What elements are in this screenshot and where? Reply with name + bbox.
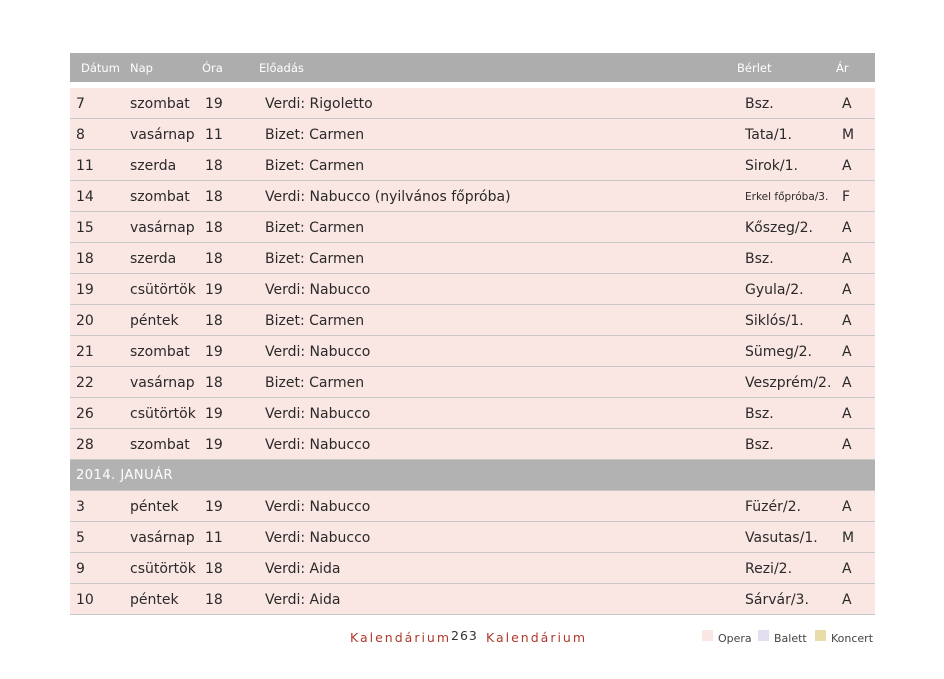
header-eloadas: Előadás — [259, 61, 304, 75]
table-row — [70, 522, 875, 553]
cell-nap: csütörtök — [130, 406, 196, 422]
header-datum: Dátum — [81, 61, 120, 75]
cell-eloadas: Bizet: Carmen — [265, 251, 365, 267]
cell-ar: A — [842, 592, 852, 608]
cell-nap: vasárnap — [130, 127, 195, 143]
section-title: 2014. JANUÁR — [76, 468, 174, 483]
header-nap: Nap — [130, 61, 153, 75]
cell-ora: 18 — [205, 189, 223, 205]
table-row — [70, 212, 875, 243]
table-row — [70, 243, 875, 274]
cell-datum: 7 — [76, 96, 85, 112]
legend-label-balett: Balett — [774, 632, 807, 645]
cell-berlet: Tata/1. — [745, 127, 792, 143]
cell-berlet: Bsz. — [745, 96, 774, 112]
cell-ar: A — [842, 499, 852, 515]
cell-eloadas: Bizet: Carmen — [265, 375, 365, 391]
cell-berlet: Sárvár/3. — [745, 592, 809, 608]
page-footer — [0, 628, 944, 648]
cell-datum: 18 — [76, 251, 94, 267]
cell-datum: 3 — [76, 499, 85, 515]
cell-nap: szombat — [130, 437, 190, 453]
cell-datum: 5 — [76, 530, 85, 546]
cell-ora: 19 — [205, 499, 223, 515]
cell-berlet: Gyula/2. — [745, 282, 804, 298]
cell-berlet: Bsz. — [745, 406, 774, 422]
cell-ora: 18 — [205, 561, 223, 577]
cell-eloadas: Bizet: Carmen — [265, 127, 365, 143]
cell-berlet: Bsz. — [745, 251, 774, 267]
table-row — [70, 367, 875, 398]
cell-berlet: Erkel főpróba/3. — [745, 191, 829, 203]
cell-berlet: Vasutas/1. — [745, 530, 818, 546]
cell-ar: A — [842, 375, 852, 391]
legend-swatch-opera — [702, 630, 713, 641]
cell-ar: F — [842, 189, 851, 205]
section-separator — [70, 460, 875, 491]
cell-nap: szombat — [130, 344, 190, 360]
table-row — [70, 491, 875, 522]
cell-eloadas: Bizet: Carmen — [265, 313, 365, 329]
header-berlet: Bérlet — [737, 61, 772, 75]
cell-eloadas: Verdi: Nabucco — [265, 499, 371, 515]
cell-datum: 9 — [76, 561, 85, 577]
cell-nap: péntek — [130, 592, 179, 608]
table-row — [70, 119, 875, 150]
cell-berlet: Veszprém/2. — [745, 375, 832, 391]
schedule-table — [70, 53, 875, 615]
legend-label-opera: Opera — [718, 632, 752, 645]
cell-eloadas: Verdi: Aida — [265, 561, 341, 577]
cell-nap: csütörtök — [130, 561, 196, 577]
cell-nap: csütörtök — [130, 282, 196, 298]
cell-ora: 19 — [205, 282, 223, 298]
cell-ar: A — [842, 406, 852, 422]
cell-berlet: Bsz. — [745, 437, 774, 453]
cell-berlet: Sümeg/2. — [745, 344, 812, 360]
cell-eloadas: Verdi: Nabucco — [265, 530, 371, 546]
cell-ar: A — [842, 344, 852, 360]
cell-ar: A — [842, 313, 852, 329]
legend-swatch-balett — [758, 630, 769, 641]
cell-datum: 15 — [76, 220, 94, 236]
cell-eloadas: Bizet: Carmen — [265, 220, 365, 236]
cell-ora: 19 — [205, 437, 223, 453]
cell-eloadas: Verdi: Nabucco — [265, 437, 371, 453]
cell-ora: 19 — [205, 96, 223, 112]
cell-ar: M — [842, 530, 855, 546]
cell-eloadas: Verdi: Nabucco (nyilvános főpróba) — [265, 189, 511, 205]
cell-ora: 11 — [205, 127, 223, 143]
cell-ar: A — [842, 251, 852, 267]
cell-ora: 19 — [205, 344, 223, 360]
cell-datum: 20 — [76, 313, 94, 329]
cell-datum: 8 — [76, 127, 85, 143]
cell-datum: 28 — [76, 437, 94, 453]
cell-nap: vasárnap — [130, 375, 195, 391]
table-header — [70, 53, 875, 82]
cell-nap: szerda — [130, 251, 177, 267]
cell-eloadas: Verdi: Rigoletto — [265, 96, 373, 112]
table-row — [70, 274, 875, 305]
table-row — [70, 584, 875, 615]
cell-ar: M — [842, 127, 855, 143]
cell-datum: 10 — [76, 592, 94, 608]
cell-eloadas: Verdi: Nabucco — [265, 406, 371, 422]
cell-berlet: Siklós/1. — [745, 313, 804, 329]
cell-eloadas: Bizet: Carmen — [265, 158, 365, 174]
cell-ora: 18 — [205, 313, 223, 329]
cell-nap: péntek — [130, 499, 179, 515]
cell-datum: 26 — [76, 406, 94, 422]
cell-nap: szombat — [130, 96, 190, 112]
page-number: 263 — [451, 628, 478, 643]
cell-nap: szerda — [130, 158, 177, 174]
cell-nap: vasárnap — [130, 220, 195, 236]
cell-ar: A — [842, 220, 852, 236]
cell-ora: 18 — [205, 251, 223, 267]
table-row — [70, 305, 875, 336]
cell-ora: 18 — [205, 592, 223, 608]
cell-eloadas: Verdi: Nabucco — [265, 344, 371, 360]
cell-ora: 18 — [205, 375, 223, 391]
cell-eloadas: Verdi: Aida — [265, 592, 341, 608]
table-row — [70, 398, 875, 429]
cell-ar: A — [842, 96, 852, 112]
cell-ar: A — [842, 282, 852, 298]
january-rows — [70, 491, 875, 615]
cell-berlet: Füzér/2. — [745, 499, 801, 515]
cell-ora: 11 — [205, 530, 223, 546]
cell-datum: 19 — [76, 282, 94, 298]
cell-berlet: Sirok/1. — [745, 158, 798, 174]
cell-ar: A — [842, 561, 852, 577]
header-ora: Óra — [202, 61, 223, 75]
cell-ora: 18 — [205, 220, 223, 236]
cell-ar: A — [842, 158, 852, 174]
table-row — [70, 88, 875, 119]
footer-left-title: Kalendárium — [350, 630, 452, 645]
table-row — [70, 150, 875, 181]
cell-eloadas: Verdi: Nabucco — [265, 282, 371, 298]
table-row — [70, 336, 875, 367]
cell-nap: szombat — [130, 189, 190, 205]
cell-berlet: Rezi/2. — [745, 561, 793, 577]
december-rows — [70, 88, 875, 460]
cell-ora: 18 — [205, 158, 223, 174]
cell-nap: péntek — [130, 313, 179, 329]
cell-datum: 22 — [76, 375, 94, 391]
cell-datum: 11 — [76, 158, 94, 174]
table-row — [70, 553, 875, 584]
cell-nap: vasárnap — [130, 530, 195, 546]
cell-ar: A — [842, 437, 852, 453]
footer-right-title: Kalendárium — [486, 630, 588, 645]
cell-ora: 19 — [205, 406, 223, 422]
table-row — [70, 181, 875, 212]
cell-berlet: Kőszeg/2. — [745, 220, 813, 236]
legend-label-koncert: Koncert — [831, 632, 874, 645]
cell-datum: 21 — [76, 344, 94, 360]
cell-datum: 14 — [76, 189, 94, 205]
table-row — [70, 429, 875, 460]
header-ar: Ár — [836, 61, 849, 75]
legend-swatch-koncert — [815, 630, 826, 641]
